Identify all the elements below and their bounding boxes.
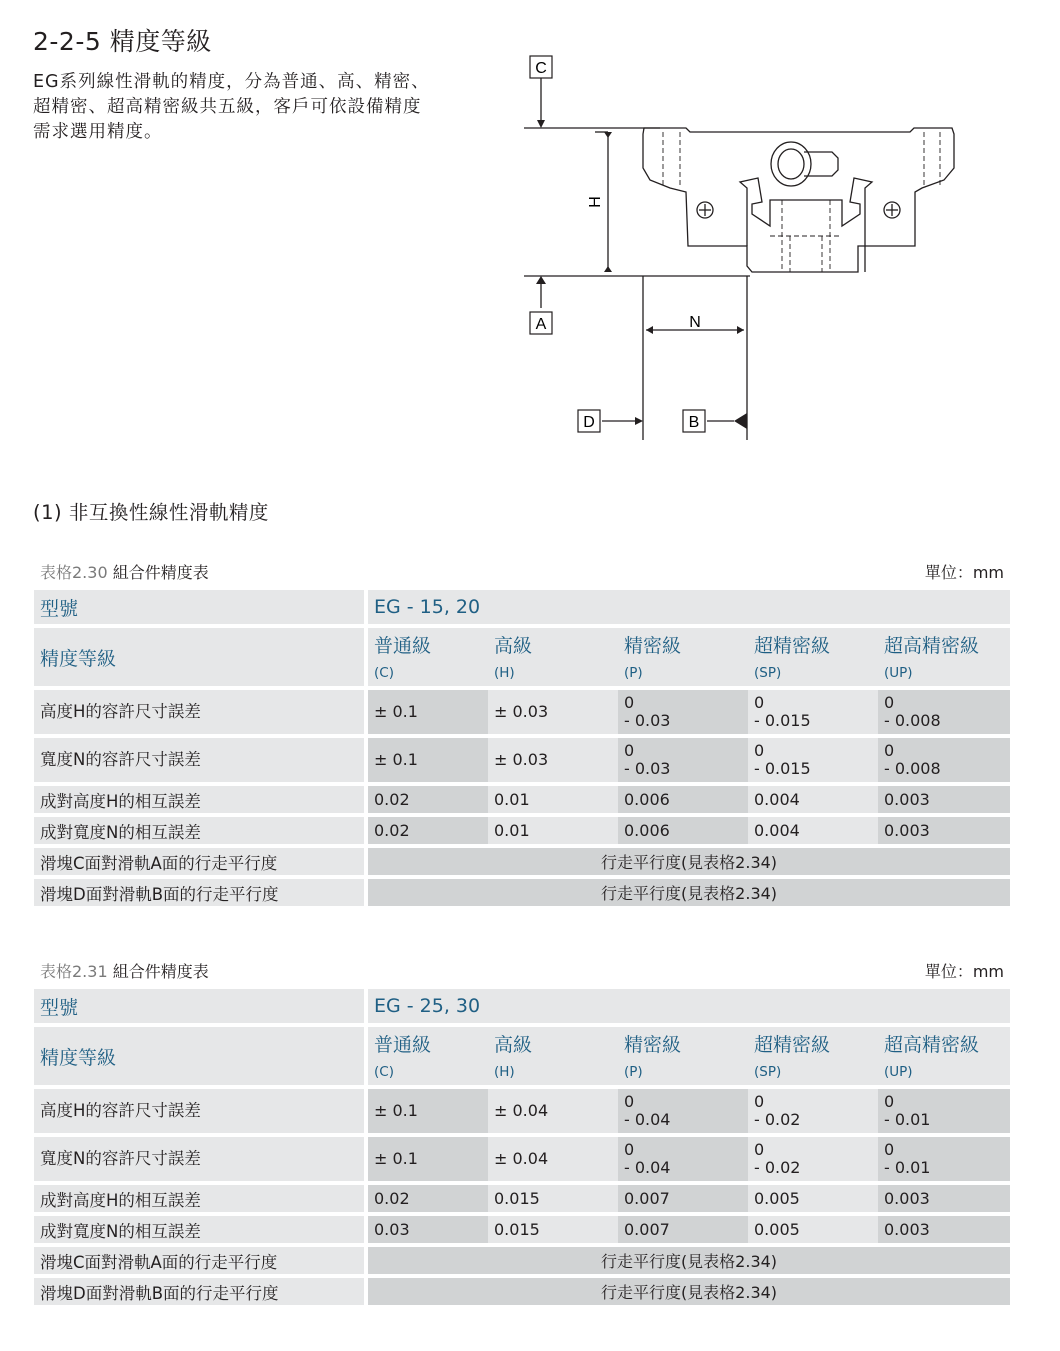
table-row xyxy=(34,690,1010,734)
row-label: 滑塊C面對滑軌A面的行走平行度 xyxy=(34,1247,364,1274)
grade-code: (UP) xyxy=(884,665,913,681)
table-row xyxy=(34,786,1010,813)
value-cell: 0 - 0.015 xyxy=(748,690,878,734)
value-cell: 0.003 xyxy=(878,786,1010,813)
grade-name: 高級 xyxy=(494,1034,533,1056)
grade-name: 超高精密級 xyxy=(884,1034,980,1056)
value-cell: 0.007 xyxy=(618,1185,748,1212)
row-label: 滑塊D面對滑軌B面的行走平行度 xyxy=(34,1278,364,1305)
section-heading: 2-2-5 精度等級 xyxy=(33,27,212,56)
value-cell: 0.007 xyxy=(618,1216,748,1243)
value-cell: 0.004 xyxy=(748,817,878,844)
value-cell: 0 - 0.03 xyxy=(618,690,748,734)
value-cell: ± 0.04 xyxy=(488,1137,618,1181)
grade-code: (C) xyxy=(374,665,394,681)
table-row-grade xyxy=(34,628,1010,686)
value-cell: 0 - 0.03 xyxy=(618,738,748,782)
grade-cell xyxy=(748,628,878,686)
span-value-cell: 行走平行度(見表格2.34) xyxy=(364,1278,1010,1305)
grade-name: 普通級 xyxy=(374,635,432,657)
table-row xyxy=(34,848,1010,875)
row-label: 高度H的容許尺寸誤差 xyxy=(34,1089,364,1133)
value-cell: ± 0.03 xyxy=(488,690,618,734)
value-cell: 0 - 0.02 xyxy=(748,1137,878,1181)
subsection-heading: (1) 非互換性線性滑軌精度 xyxy=(33,501,269,524)
grade-cell xyxy=(364,628,488,686)
table-row xyxy=(34,1278,1010,1305)
value-cell: 0.003 xyxy=(878,817,1010,844)
value-cell: 0.02 xyxy=(364,817,488,844)
value-cell: 0 - 0.015 xyxy=(748,738,878,782)
label-b: B xyxy=(688,414,700,431)
grade-cell xyxy=(364,1027,488,1085)
value-cell: 0.004 xyxy=(748,786,878,813)
grade-name: 高級 xyxy=(494,635,533,657)
model-label: 型號 xyxy=(34,989,364,1023)
value-cell: ± 0.04 xyxy=(488,1089,618,1133)
value-cell: 0.01 xyxy=(488,786,618,813)
table-row xyxy=(34,879,1010,906)
grade-name: 精密級 xyxy=(624,635,682,657)
table-row-model xyxy=(34,590,1010,624)
grade-code: (SP) xyxy=(754,665,782,681)
label-n: N xyxy=(689,314,701,331)
value-cell: 0.005 xyxy=(748,1185,878,1212)
row-label: 滑塊C面對滑軌A面的行走平行度 xyxy=(34,848,364,875)
intro-line: 需求選用精度。 xyxy=(33,122,163,142)
grade-code: (C) xyxy=(374,1064,394,1080)
grade-cell xyxy=(618,1027,748,1085)
grade-cell xyxy=(748,1027,878,1085)
grade-cell xyxy=(878,1027,1010,1085)
table-row xyxy=(34,817,1010,844)
grade-name: 精密級 xyxy=(624,1034,682,1056)
grade-code: (UP) xyxy=(884,1064,913,1080)
grade-code: (SP) xyxy=(754,1064,782,1080)
value-cell: 0.003 xyxy=(878,1216,1010,1243)
grade-name: 超高精密級 xyxy=(884,635,980,657)
table-row xyxy=(34,1089,1010,1133)
arrow-n-left xyxy=(646,326,653,334)
model-value: EG - 15, 20 xyxy=(364,590,1010,624)
grade-code: (P) xyxy=(624,665,643,681)
row-label: 成對高度H的相互誤差 xyxy=(34,786,364,813)
label-h: H xyxy=(587,196,604,208)
value-cell: 0.006 xyxy=(618,786,748,813)
value-cell: 0.02 xyxy=(364,786,488,813)
span-value-cell: 行走平行度(見表格2.34) xyxy=(364,848,1010,875)
value-cell: 0.005 xyxy=(748,1216,878,1243)
row-label: 寬度N的容許尺寸誤差 xyxy=(34,1137,364,1181)
value-cell: 0 - 0.04 xyxy=(618,1137,748,1181)
grade-code: (H) xyxy=(494,665,515,681)
rail-outline xyxy=(740,178,872,272)
value-cell: 0.003 xyxy=(878,1185,1010,1212)
unit-label: 單位：mm xyxy=(924,962,1004,981)
value-cell: 0 - 0.04 xyxy=(618,1089,748,1133)
intro-line: 超精密、超高精密級共五級，客戶可依設備精度 xyxy=(33,97,422,117)
row-label: 滑塊D面對滑軌B面的行走平行度 xyxy=(34,879,364,906)
table-title: 組合件精度表 xyxy=(112,962,209,981)
value-cell: 0.015 xyxy=(488,1185,618,1212)
value-cell: 0.015 xyxy=(488,1216,618,1243)
grade-name: 普通級 xyxy=(374,1034,432,1056)
grade-cell xyxy=(878,628,1010,686)
table-caption xyxy=(40,959,209,982)
guideway-cross-section-drawing xyxy=(520,40,980,450)
value-cell: 0 - 0.01 xyxy=(878,1089,1010,1133)
arrow-b xyxy=(734,413,747,429)
span-value-cell: 行走平行度(見表格2.34) xyxy=(364,879,1010,906)
arrow-c xyxy=(537,120,545,128)
table-number: 表格2.31 xyxy=(40,962,108,981)
intro-line: EG系列線性滑軌的精度，分為普通、高、精密、 xyxy=(33,72,430,92)
value-cell: 0.02 xyxy=(364,1185,488,1212)
row-label: 高度H的容許尺寸誤差 xyxy=(34,690,364,734)
value-cell: 0 - 0.008 xyxy=(878,738,1010,782)
value-cell: 0 - 0.02 xyxy=(748,1089,878,1133)
table-row-model xyxy=(34,989,1010,1023)
table-title: 組合件精度表 xyxy=(112,563,209,582)
row-label: 成對寬度N的相互誤差 xyxy=(34,1216,364,1243)
grade-label: 精度等級 xyxy=(34,628,364,686)
value-cell: 0.03 xyxy=(364,1216,488,1243)
value-cell: 0.01 xyxy=(488,817,618,844)
grade-name: 超精密級 xyxy=(754,1034,831,1056)
intro-paragraph xyxy=(33,70,493,145)
label-c: C xyxy=(535,60,547,77)
label-a: A xyxy=(535,316,547,333)
table-row xyxy=(34,738,1010,782)
label-d: D xyxy=(583,414,595,431)
table-caption xyxy=(40,560,209,583)
table-row xyxy=(34,1216,1010,1243)
table-row xyxy=(34,1185,1010,1212)
arrow-a xyxy=(536,276,546,284)
value-cell: ± 0.03 xyxy=(488,738,618,782)
grade-cell xyxy=(618,628,748,686)
value-cell: ± 0.1 xyxy=(364,1089,488,1133)
table-row xyxy=(34,1247,1010,1274)
value-cell: ± 0.1 xyxy=(364,738,488,782)
value-cell: ± 0.1 xyxy=(364,690,488,734)
accuracy-table-1 xyxy=(34,560,1010,910)
arrow-h-bottom xyxy=(604,266,612,272)
arrow-n-right xyxy=(737,326,744,334)
value-cell: 0 - 0.008 xyxy=(878,690,1010,734)
unit-label: 單位：mm xyxy=(924,563,1004,582)
value-cell: 0 - 0.01 xyxy=(878,1137,1010,1181)
row-label: 成對高度H的相互誤差 xyxy=(34,1185,364,1212)
value-cell: 0.006 xyxy=(618,817,748,844)
value-cell: ± 0.1 xyxy=(364,1137,488,1181)
span-value-cell: 行走平行度(見表格2.34) xyxy=(364,1247,1010,1274)
model-label: 型號 xyxy=(34,590,364,624)
table-row xyxy=(34,1137,1010,1181)
grade-cell xyxy=(488,628,618,686)
row-label: 成對寬度N的相互誤差 xyxy=(34,817,364,844)
table-row-grade xyxy=(34,1027,1010,1085)
grade-cell xyxy=(488,1027,618,1085)
model-value: EG - 25, 30 xyxy=(364,989,1010,1023)
table-number: 表格2.30 xyxy=(40,563,108,582)
grade-name: 超精密級 xyxy=(754,635,831,657)
grade-label: 精度等級 xyxy=(34,1027,364,1085)
arrow-d xyxy=(635,417,643,425)
row-label: 寬度N的容許尺寸誤差 xyxy=(34,738,364,782)
arrow-h-top xyxy=(604,132,612,138)
accuracy-table-2 xyxy=(34,959,1010,1309)
grade-code: (P) xyxy=(624,1064,643,1080)
grade-code: (H) xyxy=(494,1064,515,1080)
